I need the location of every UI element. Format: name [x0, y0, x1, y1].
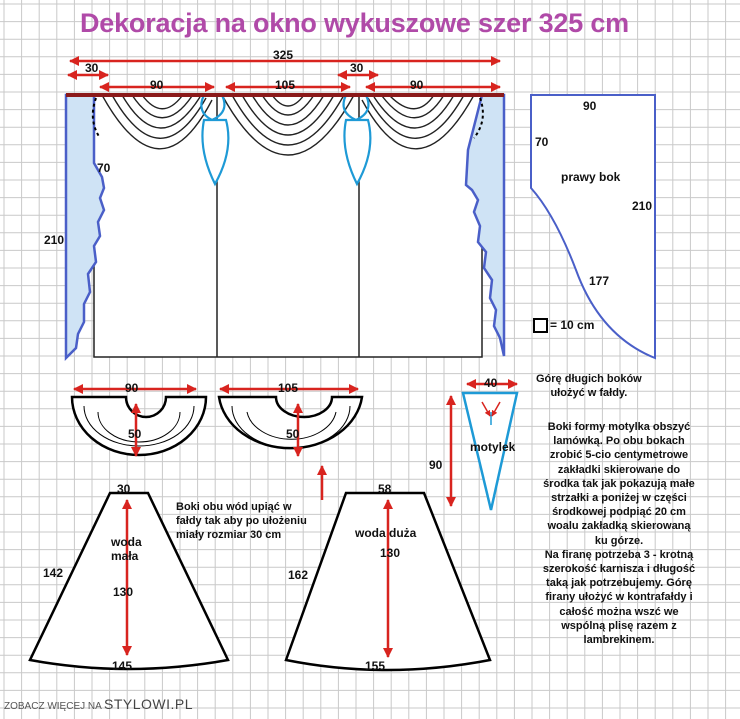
label-small-panel-name-1: woda: [111, 535, 142, 549]
note-line: zakładki skierowane do: [557, 463, 681, 476]
label-tie-name: motylek: [470, 440, 516, 454]
note-line: szerokość karnisza i długość: [542, 563, 696, 576]
label-left-30: 30: [85, 61, 99, 75]
label-large-panel-top: 58: [378, 482, 392, 496]
label-large-panel-height: 130: [380, 546, 401, 560]
label-total-width: 325: [273, 48, 294, 62]
label-seg-mid: 105: [275, 78, 296, 92]
label-swag-drop: 70: [97, 161, 111, 175]
window-assembly: [66, 95, 504, 358]
label-right-side-name: prawy bok: [561, 170, 621, 184]
note-line: miały rozmiar 30 cm: [176, 529, 282, 542]
label-side-height: 210: [44, 233, 65, 247]
label-center-30: 30: [350, 61, 364, 75]
label-large-swag-depth: 50: [286, 427, 300, 441]
note-line: strzałki a poniżej w części: [551, 492, 687, 505]
note-line: ku górze.: [594, 534, 644, 547]
note-line: Boki obu wód upiąć w: [176, 501, 292, 513]
label-right-side-right: 210: [632, 199, 653, 213]
note-pleat-hint: [536, 372, 642, 400]
note-line: całość można wszć we: [559, 605, 679, 618]
label-seg-right: 90: [410, 78, 424, 92]
note-line: woalu zakładką skierowaną: [547, 520, 691, 533]
note-line: środkowej podpiąć 20 cm: [552, 506, 686, 519]
label-tie-length: 90: [429, 458, 443, 472]
note-line: Na firanę potrzeba 3 - krotną: [544, 548, 694, 561]
label-small-panel-side: 142: [43, 566, 64, 580]
note-line: lambrekinem.: [583, 634, 655, 647]
note-line: firany ułożyć w kontrafałdy i: [545, 591, 693, 604]
label-large-swag-width: 105: [278, 381, 299, 395]
label-small-panel-top: 30: [117, 482, 131, 496]
note-middle: [176, 500, 307, 543]
label-small-panel-bottom: 145: [112, 659, 133, 673]
label-small-panel-height: 130: [113, 585, 134, 599]
label-tie-width: 40: [484, 376, 498, 390]
label-seg-left: 90: [150, 78, 164, 92]
label-right-side-left: 70: [535, 135, 549, 149]
label-small-swag-depth: 50: [128, 427, 142, 441]
note-line: zrobić 5-cio centymetrowe: [549, 449, 689, 462]
page-title: Dekoracja na okno wykuszowe szer 325 cm: [80, 8, 629, 38]
label-small-panel-name-2: mała: [111, 549, 139, 563]
note-line: wspólną plisę razem z: [561, 619, 677, 632]
note-line: fałdy tak aby po ułożeniu: [176, 515, 307, 528]
label-large-panel-side: 162: [288, 568, 309, 582]
label-small-swag-width: 90: [125, 381, 139, 395]
label-large-panel-bottom: 155: [365, 659, 386, 673]
footer-prefix: ZOBACZ WIĘCEJ NA: [4, 701, 102, 712]
label-right-side-curve: 177: [589, 274, 610, 288]
footer-brand[interactable]: STYLOWI.PL: [104, 696, 194, 712]
note-line: Górę długich boków: [536, 373, 642, 385]
footer-watermark: [4, 696, 193, 712]
label-large-panel-name: woda duża: [355, 526, 417, 540]
legend-square: [533, 318, 548, 333]
note-instructions: [524, 420, 714, 647]
note-line: taką jak potrzebujemy. Górę: [546, 577, 692, 590]
note-line: Boki formy motylka obszyć: [547, 421, 691, 433]
label-right-side-top: 90: [583, 99, 597, 113]
note-line: środka tak jak pokazują małe: [543, 477, 695, 490]
legend-label: = 10 cm: [550, 318, 595, 332]
note-line: lamówką. Po obu bokach: [553, 435, 685, 448]
note-line: ułożyć w fałdy.: [550, 387, 628, 400]
